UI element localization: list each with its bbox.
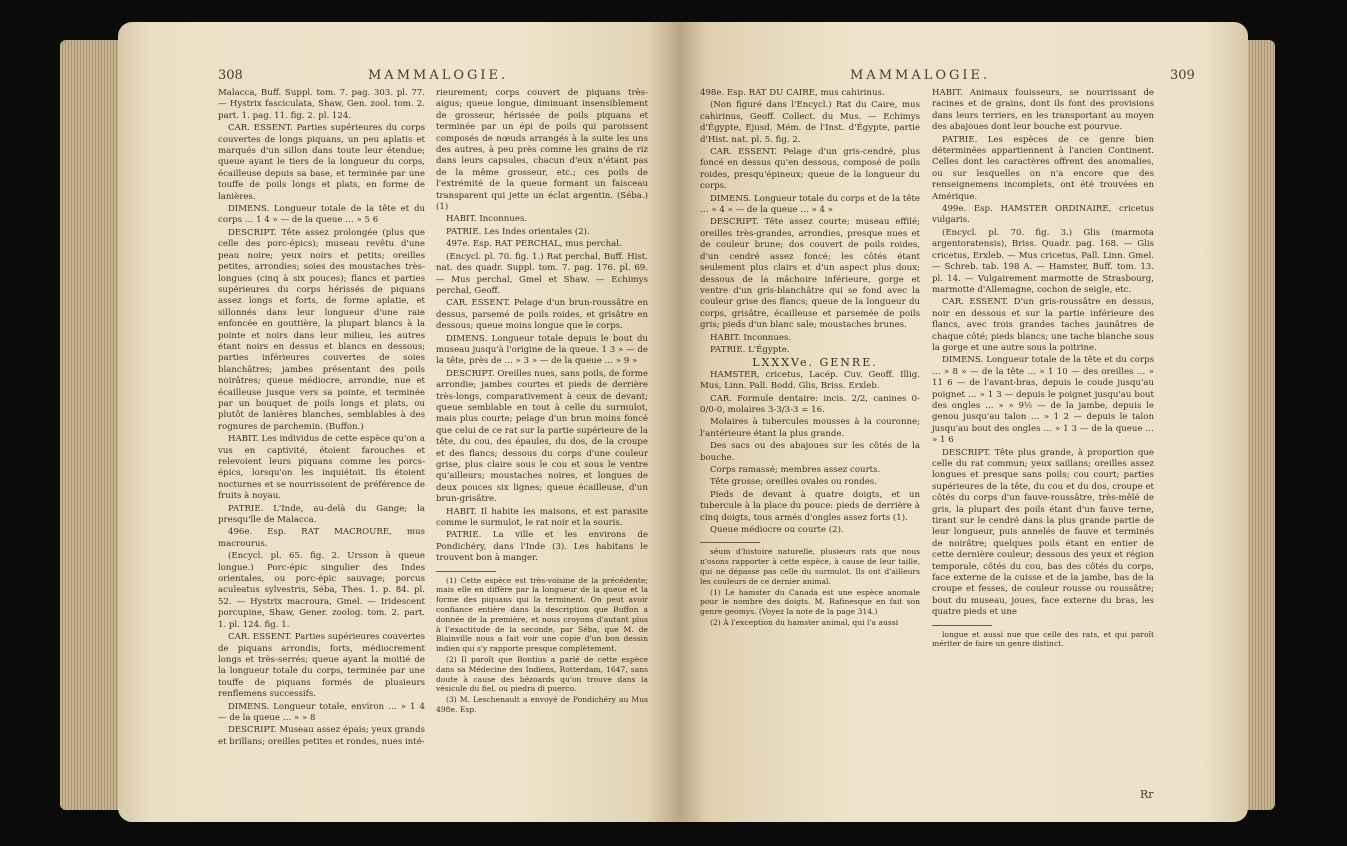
paragraph: HABIT. Il habite les maisons, et est parasite comme le surmulot, le rat noir et la souris. bbox=[436, 506, 648, 529]
footnote: (1) Cette espèce est très-voisine de la précédente; mais elle en diffère par la longueur de la queue et la forme des piquans qui la terminent. On peut avoir confiance entière dans la description que Buffon a donnée de la première, et nous croyons d'autant plus à l'exactitude de la seconde, par Séba, que M. de Blainville nous a fait voir une copie d'un bon dessin indien qui s'y rapporte presque complètement. bbox=[436, 575, 648, 654]
right-page bbox=[680, 22, 1248, 822]
page-number: 308 bbox=[218, 68, 243, 83]
paragraph: Malacca, Buff. Suppl. tom. 7. pag. 303. pl. 77. — Hystrix fasciculata, Shaw, Gen. zool. tom. 2. part. 1. pag. 11. fig. 2. pl. 124. bbox=[218, 88, 425, 121]
species-heading: 499e. Esp. HAMSTER ORDINAIRE, cricetus vulgaris. bbox=[932, 204, 1154, 226]
paragraph: DIMENS. Longueur totale du corps et de la tête … » 4 » — de la queue … » 4 » bbox=[700, 193, 920, 216]
species-heading: 496e. Esp. RAT MACROURE, mus macrourus. bbox=[218, 527, 425, 549]
paragraph: PATRIE. Les espèces de ce genre bien déterminées appartiennent à l'ancien Continent. Celles dont les caractères offrent des anomalies, ou sur lesquelles on n'a encore que des renseignemens incomplets, ont été trouvées en Amérique. bbox=[932, 134, 1154, 202]
paragraph: Tête grosse; oreilles ovales ou rondes. bbox=[710, 477, 877, 488]
right-column-1 bbox=[700, 88, 920, 629]
paragraph: (Encycl. pl. 70. fig. 1.) Rat perchal, Buff. Hist. nat. des quadr. Suppl. tom. 7. pag. 176. pl. 69. — Mus perchal, Gmel et Shaw. — Echimys perchal, Geoff. bbox=[436, 251, 648, 296]
paragraph: Molaires à tubercules mousses à la couronne; l'antérieure étant la plus grande. bbox=[700, 417, 920, 439]
paragraph: Des sacs ou des abajoues sur les côtés de la bouche. bbox=[700, 441, 920, 463]
paragraph: CAR. ESSENT. Pelage d'un brun-roussâtre en dessus, parsemé de poils roides, et grisâtre en dessous; queue moins longue que le corps. bbox=[436, 298, 648, 332]
paragraph: rieurement; corps couvert de piquans très-aigus; queue longue, diminuant insensiblement de grosseur, hérissée de poils piquans et terminée par un épi de poils qui paroissent composés de nœuds arrangés à la suite les uns des autres, à peu près comme les grains de riz dans leurs capsules, chacun d'eux n'étant pas de la même grosseur, etc.; ces poils de l'extrémité de la queue formant un faisceau transparent qui jette un éclat argentin. (Séba.) (1) bbox=[436, 88, 648, 213]
footnote: (2) Il paroît que Bontius a parlé de cette espèce dans sa Médecine des Indiens, Rotterdam, 1647, sans doute à cause des bézoards qu'on trouve dans la vésicule du fiel, ou piedra di puerco. bbox=[436, 655, 648, 694]
book-spread bbox=[118, 22, 1248, 822]
right-column-2 bbox=[932, 88, 1154, 650]
paragraph: DIMENS. Longueur totale, environ … » 1 4 — de la queue … » » 8 bbox=[218, 701, 425, 723]
paragraph: HAMSTER, cricetus, Lacép. Cuv. Geoff. Illig. Mus, Linn. Pall. Bodd. Glis, Briss. Erxleb. bbox=[700, 369, 920, 392]
running-head: MAMMALOGIE. bbox=[368, 68, 509, 83]
footnote: (3) M. Leschenault a envoyé de Pondichéry au Mus 498e. Esp. bbox=[436, 695, 648, 715]
page-number: 309 bbox=[1170, 68, 1195, 83]
paragraph: PATRIE. L'Égypte. bbox=[710, 344, 790, 355]
paragraph: PATRIE. L'Inde, au-delà du Gange; la presqu'île de Malacca. bbox=[218, 503, 425, 526]
signature-mark: Rr bbox=[1140, 788, 1154, 801]
footnote: longue et aussi nue que celle des rats, et qui paroît mériter de faire un genre distinct. bbox=[932, 629, 1154, 649]
paragraph: CAR. ESSENT. Parties supérieures couvertes de piquans arrondis, forts, médiocrement longs et très-serrés; queue ayant la moitié de la longueur totale du corps, terminée par une touffe de piquans formés de plusieurs renflemens successifs. bbox=[218, 632, 425, 700]
paragraph: DIMENS. Longueur totale depuis le bout du museau jusqu'à l'origine de la queue. 1 3 » — de la tête, près de … » 3 » — de la queue … » 9 » bbox=[436, 333, 648, 367]
footnote: (1) Le hamster du Canada est une espèce anomale pour le nombre des doigts. M. Rafinesque en fait son genre geomys. (Voyez la note de la page 314.) bbox=[700, 587, 920, 617]
paragraph: DESCRIPT. Tête assez prolongée (plus que celle des porc-épics); museau revêtu d'une peau noire; yeux noirs et petits; oreilles petites, arrondies; soies des moustaches très-longues (cinq à six pouces); flancs et parties supérieures du corps hérissés de piquans assez longs et forts, de forme aplatie, et sillonnés dans leur longueur d'une raie enfoncée en gouttière, la plupart blancs à la pointe et noirs dans leur milieu, les autres étant noirs en dessus et blancs en dessous; parties inférieures couvertes de soies blanchâtres; jambes présentant des poils noirâtres; queue médiocre, arrondie, nue et écailleuse jusque vers sa pointe, et terminée par un bouquet de poils longs et plats, ou plutôt de lanières blanches, semblables à des rognures de parchemin. (Buffon.) bbox=[218, 227, 425, 432]
paragraph: (Non figuré dans l'Encycl.) Rat du Caire, mus cahirinus, Geoff. Collect. du Mus. — Echimys d'Égypte, Ejusd. Mém. de l'Inst. d'Égypte, partie d'Hist. nat. pl. 5. fig. 2. bbox=[700, 100, 920, 145]
paragraph: Queue médiocre ou courte (2). bbox=[710, 525, 844, 536]
paragraph: CAR. ESSENT. Parties supérieures du corps couvertes de longs piquans, un peu aplatis et marqués d'un sillon dans toute leur étendue; queue ayant le tiers de la longueur du corps, écailleuse depuis sa base, et terminée par une touffe de poils longs et plats, en forme de lanières. bbox=[218, 123, 425, 202]
paragraph: HABIT. Les individus de cette espèce qu'on a vus en captivité, étoient farouches et relevoient leurs piquans comme les porcs-épics, lorsqu'on les inquiétoit. Ils étoient nocturnes et se nourrissoient de préférence de fruits à noyau. bbox=[218, 434, 425, 502]
paragraph: Corps ramassé; membres assez courts. bbox=[710, 465, 881, 475]
paragraph: Pieds de devant à quatre doigts, et un tubercule à la place du pouce: pieds de derrière à cinq doigts, tous armés d'ongles assez forts (1). bbox=[700, 489, 920, 523]
paragraph: DESCRIPT. Tête plus grande, à proportion que celle du rat commun; yeux saillans; oreilles assez longues et presque sans poils; cou court; parties supérieures de la tête, du cou et du dos, croupe et côtés du corps d'un fauve-roussâtre, très-mêlé de gris, la plupart des poils étant d'un fauve terne, tirant sur le cendré dans la plus grande partie de leur longueur, puis annelés de fauve et terminés de noirâtre; quelques poils étant en entier de cette dernière couleur; dessous des yeux et région temporale, côtés du cou, bas des côtés du corps, face externe de la cuisse et de la jambe, bas de la croupe et fesses, de couleur rousse ou roussâtre; bout du museau, joues, face externe du bras, les quatre pieds et une bbox=[932, 447, 1154, 618]
paragraph: HABIT. Inconnues. bbox=[446, 214, 528, 225]
footnote-rule bbox=[700, 542, 760, 543]
paragraph: HABIT. Inconnues. bbox=[710, 332, 792, 343]
paragraph: DESCRIPT. Oreilles nues, sans poils, de forme arrondie; jambes courtes et pieds de derrière très-longs, comparativement à ceux de devant; queue semblable en tout à celle du surmulot, mais plus courte; pelage d'un brun moins foncé que celui de ce rat sur la partie supérieure de la tête, du cou, des épaules, du dos, de la croupe et des flancs; dessous du corps d'une couleur grise, plus claire sous le cou et sous le ventre qu'ailleurs; moustaches noires, et longues de deux pouces six lignes; queue écailleuse, d'un brun-grisâtre. bbox=[436, 368, 648, 505]
genre-title: LXXXVe. GENRE. bbox=[752, 356, 878, 370]
paragraph: CAR. ESSENT. D'un gris-roussâtre en dessus, noir en dessous et sur la partie inférieure des flancs, avec trois grandes taches jaunâtres de chaque côté; pieds blancs; une tache blanche sous la gorge et une autre sous la poitrine. bbox=[932, 297, 1154, 353]
paragraph: DESCRIPT. Tête assez courte; museau effilé; oreilles très-grandes, arrondies, presque nues et de couleur brune; dos couvert de poils roides, d'un cendré assez foncé; les côtés étant seulement plus clairs et d'un aspect plus doux; dessous de la mâchoire inférieure, gorge et ventre d'un gris-blanchâtre qui se fond avec la couleur grise des flancs; queue de la longueur du corps, grisâtre, écailleuse et parsemée de poils gris; pieds d'un blanc sale; moustaches brunes. bbox=[700, 217, 920, 331]
paragraph: DIMENS. Longueur totale de la tête et du corps … » 8 » — de la tête … » 1 10 — des oreilles … » 11 6 — de l'avant-bras, depuis le coude jusqu'au poignet … » 1 3 — depuis le poignet jusqu'au bout des ongles … » » 9½ — de la jambe, depuis le genou jusqu'au talon … » 1 2 — depuis le talon jusqu'au bout des ongles … » 1 3 — de la queue … » 1 6 bbox=[932, 355, 1154, 446]
left-column-1 bbox=[218, 88, 425, 749]
paragraph: CAR. ESSENT. Pelage d'un gris-cendré, plus foncé en dessus qu'en dessous, composé de poils roides, presqu'épineux; queue de la longueur du corps. bbox=[700, 147, 920, 192]
footnote-rule bbox=[436, 571, 496, 572]
paragraph: (Encycl. pl. 70. fig. 3.) Glis (marmota argentoratensis), Briss. Quadr. pag. 168. — Glis cricetus, Erxleb. — Mus cricetus, Pall. Linn. Gmel. — Schreb. tab. 198 A. — Hamster, Buff. tom. 13. pl. 14. — Vulgairement marmotte de Strasbourg, marmotte d'Allemagne, cochon de seigle, etc. bbox=[932, 227, 1154, 295]
footnote-rule bbox=[932, 625, 992, 626]
paragraph: HABIT. Animaux fouisseurs, se nourrissant de racines et de grains, dont ils font des provisions dans leurs terriers, en les transportant au moyen des abajoues dont leur bouche est pourvue. bbox=[932, 88, 1154, 133]
paragraph: DIMENS. Longueur totale de la tête et du corps … 1 4 » — de la queue … » 5 6 bbox=[218, 204, 425, 226]
species-heading: 497e. Esp. RAT PERCHAL, mus perchal. bbox=[446, 239, 622, 250]
paragraph: CAR. Formule dentaire: incis. 2/2, canines 0-0/0-0, molaires 3-3/3-3 = 16. bbox=[700, 393, 920, 415]
paragraph: DESCRIPT. Museau assez épais; yeux grands et brillans; oreilles petites et rondes, nues inté- bbox=[218, 725, 425, 747]
left-column-2 bbox=[436, 88, 648, 716]
paragraph: PATRIE. La ville et les environs de Pondichéry, dans l'Inde (3). Les habitans le trouvent bon à manger. bbox=[436, 530, 648, 564]
species-heading: 498e. Esp. RAT DU CAIRE, mus cahirinus. bbox=[700, 88, 885, 98]
left-page bbox=[118, 22, 680, 822]
footnote: séum d'histoire naturelle, plusieurs rats que nous n'osons rapporter à cette espèce, à cause de leur taille, qui ne dépasse pas celle du surmulot. Ils ont d'ailleurs les couleurs de ce dernier animal. bbox=[700, 547, 920, 586]
running-head: MAMMALOGIE. bbox=[850, 68, 991, 83]
paragraph: PATRIE. Les Indes orientales (2). bbox=[446, 226, 590, 237]
footnote: (2) À l'exception du hamster animal, qui l'a aussi bbox=[710, 618, 899, 628]
paragraph: (Encycl. pl. 65. fig. 2. Ursson à queue longue.) Porc-épic singulier des Indes orientales, ou porc-épic sauvage; porcus aculeatus sylvestris, Séba, Thes. 1. p. 84. pl. 52. — Hystrix macroura, Gmel. — Iridescent porcupine, Shaw, Gener. zoolog. tom. 2. part. 1. pl. 124. fig. 1. bbox=[218, 551, 425, 630]
